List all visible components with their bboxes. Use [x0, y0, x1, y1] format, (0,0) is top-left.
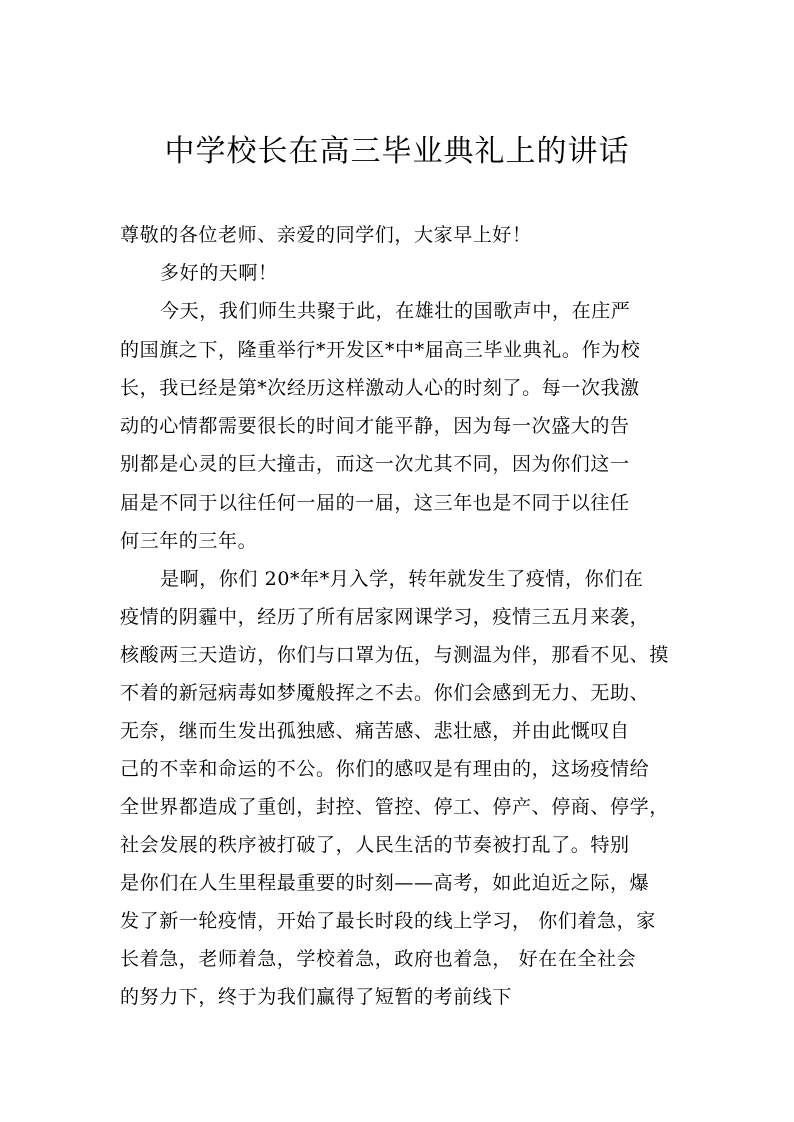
paragraph-line: 长，我已经是第*次经历这样激动人心的时刻了。每一次我激 [120, 377, 640, 399]
paragraph-line: 届是不同于以往任何一届的一届，这三年也是不同于以往任 [120, 492, 630, 514]
paragraph-line: 的努力下，终于为我们赢得了短暂的考前线下 [120, 986, 513, 1008]
paragraph-line: 无奈，继而生发出孤独感、痛苦感、悲壮感，并由此慨叹自 [120, 720, 630, 742]
paragraph-line: 全世界都造成了重创，封控、管控、停工、停产、停商、停学， [120, 796, 669, 818]
paragraph-line: 长着急，老师着急，学校着急，政府也着急， 好在在全社会 [120, 948, 637, 970]
paragraph-line: 是你们在人生里程最重要的时刻——高考，如此迫近之际，爆 [120, 872, 650, 894]
paragraph-line: 多好的天啊！ [160, 262, 278, 284]
salutation-line: 尊敬的各位老师、亲爱的同学们，大家早上好！ [120, 224, 532, 246]
paragraph-line: 社会发展的秩序被打破了，人民生活的节奏被打乱了。特别 [120, 834, 630, 856]
paragraph-line: 发了新一轮疫情，开始了最长时段的线上学习， 你们着急，家 [120, 910, 656, 932]
paragraph-line: 己的不幸和命运的不公。你们的感叹是有理由的，这场疫情给 [120, 758, 650, 780]
paragraph-line: 别都是心灵的巨大撞击，而这一次尤其不同，因为你们这一 [120, 453, 630, 475]
paragraph-line: 疫情的阴霾中，经历了所有居家网课学习，疫情三五月来袭， [120, 606, 650, 628]
paragraph-line: 不着的新冠病毒如梦魇般挥之不去。你们会感到无力、无助、 [120, 682, 650, 704]
paragraph-line: 何三年的三年。 [120, 530, 258, 552]
paragraph-line: 是啊，你们 20*年*月入学，转年就发生了疫情，你们在 [160, 568, 644, 590]
paragraph-line: 的国旗之下，隆重举行*开发区*中*届高三毕业典礼。作为校 [120, 339, 641, 361]
paragraph-line: 动的心情都需要很长的时间才能平静，因为每一次盛大的告 [120, 415, 630, 437]
paragraph-line: 今天，我们师生共聚于此，在雄壮的国歌声中，在庄严 [160, 300, 631, 322]
paragraph-line: 核酸两三天造访，你们与口罩为伍，与测温为伴，那看不见、摸 [120, 644, 669, 666]
document-title: 中学校长在高三毕业典礼上的讲话 [164, 134, 630, 169]
